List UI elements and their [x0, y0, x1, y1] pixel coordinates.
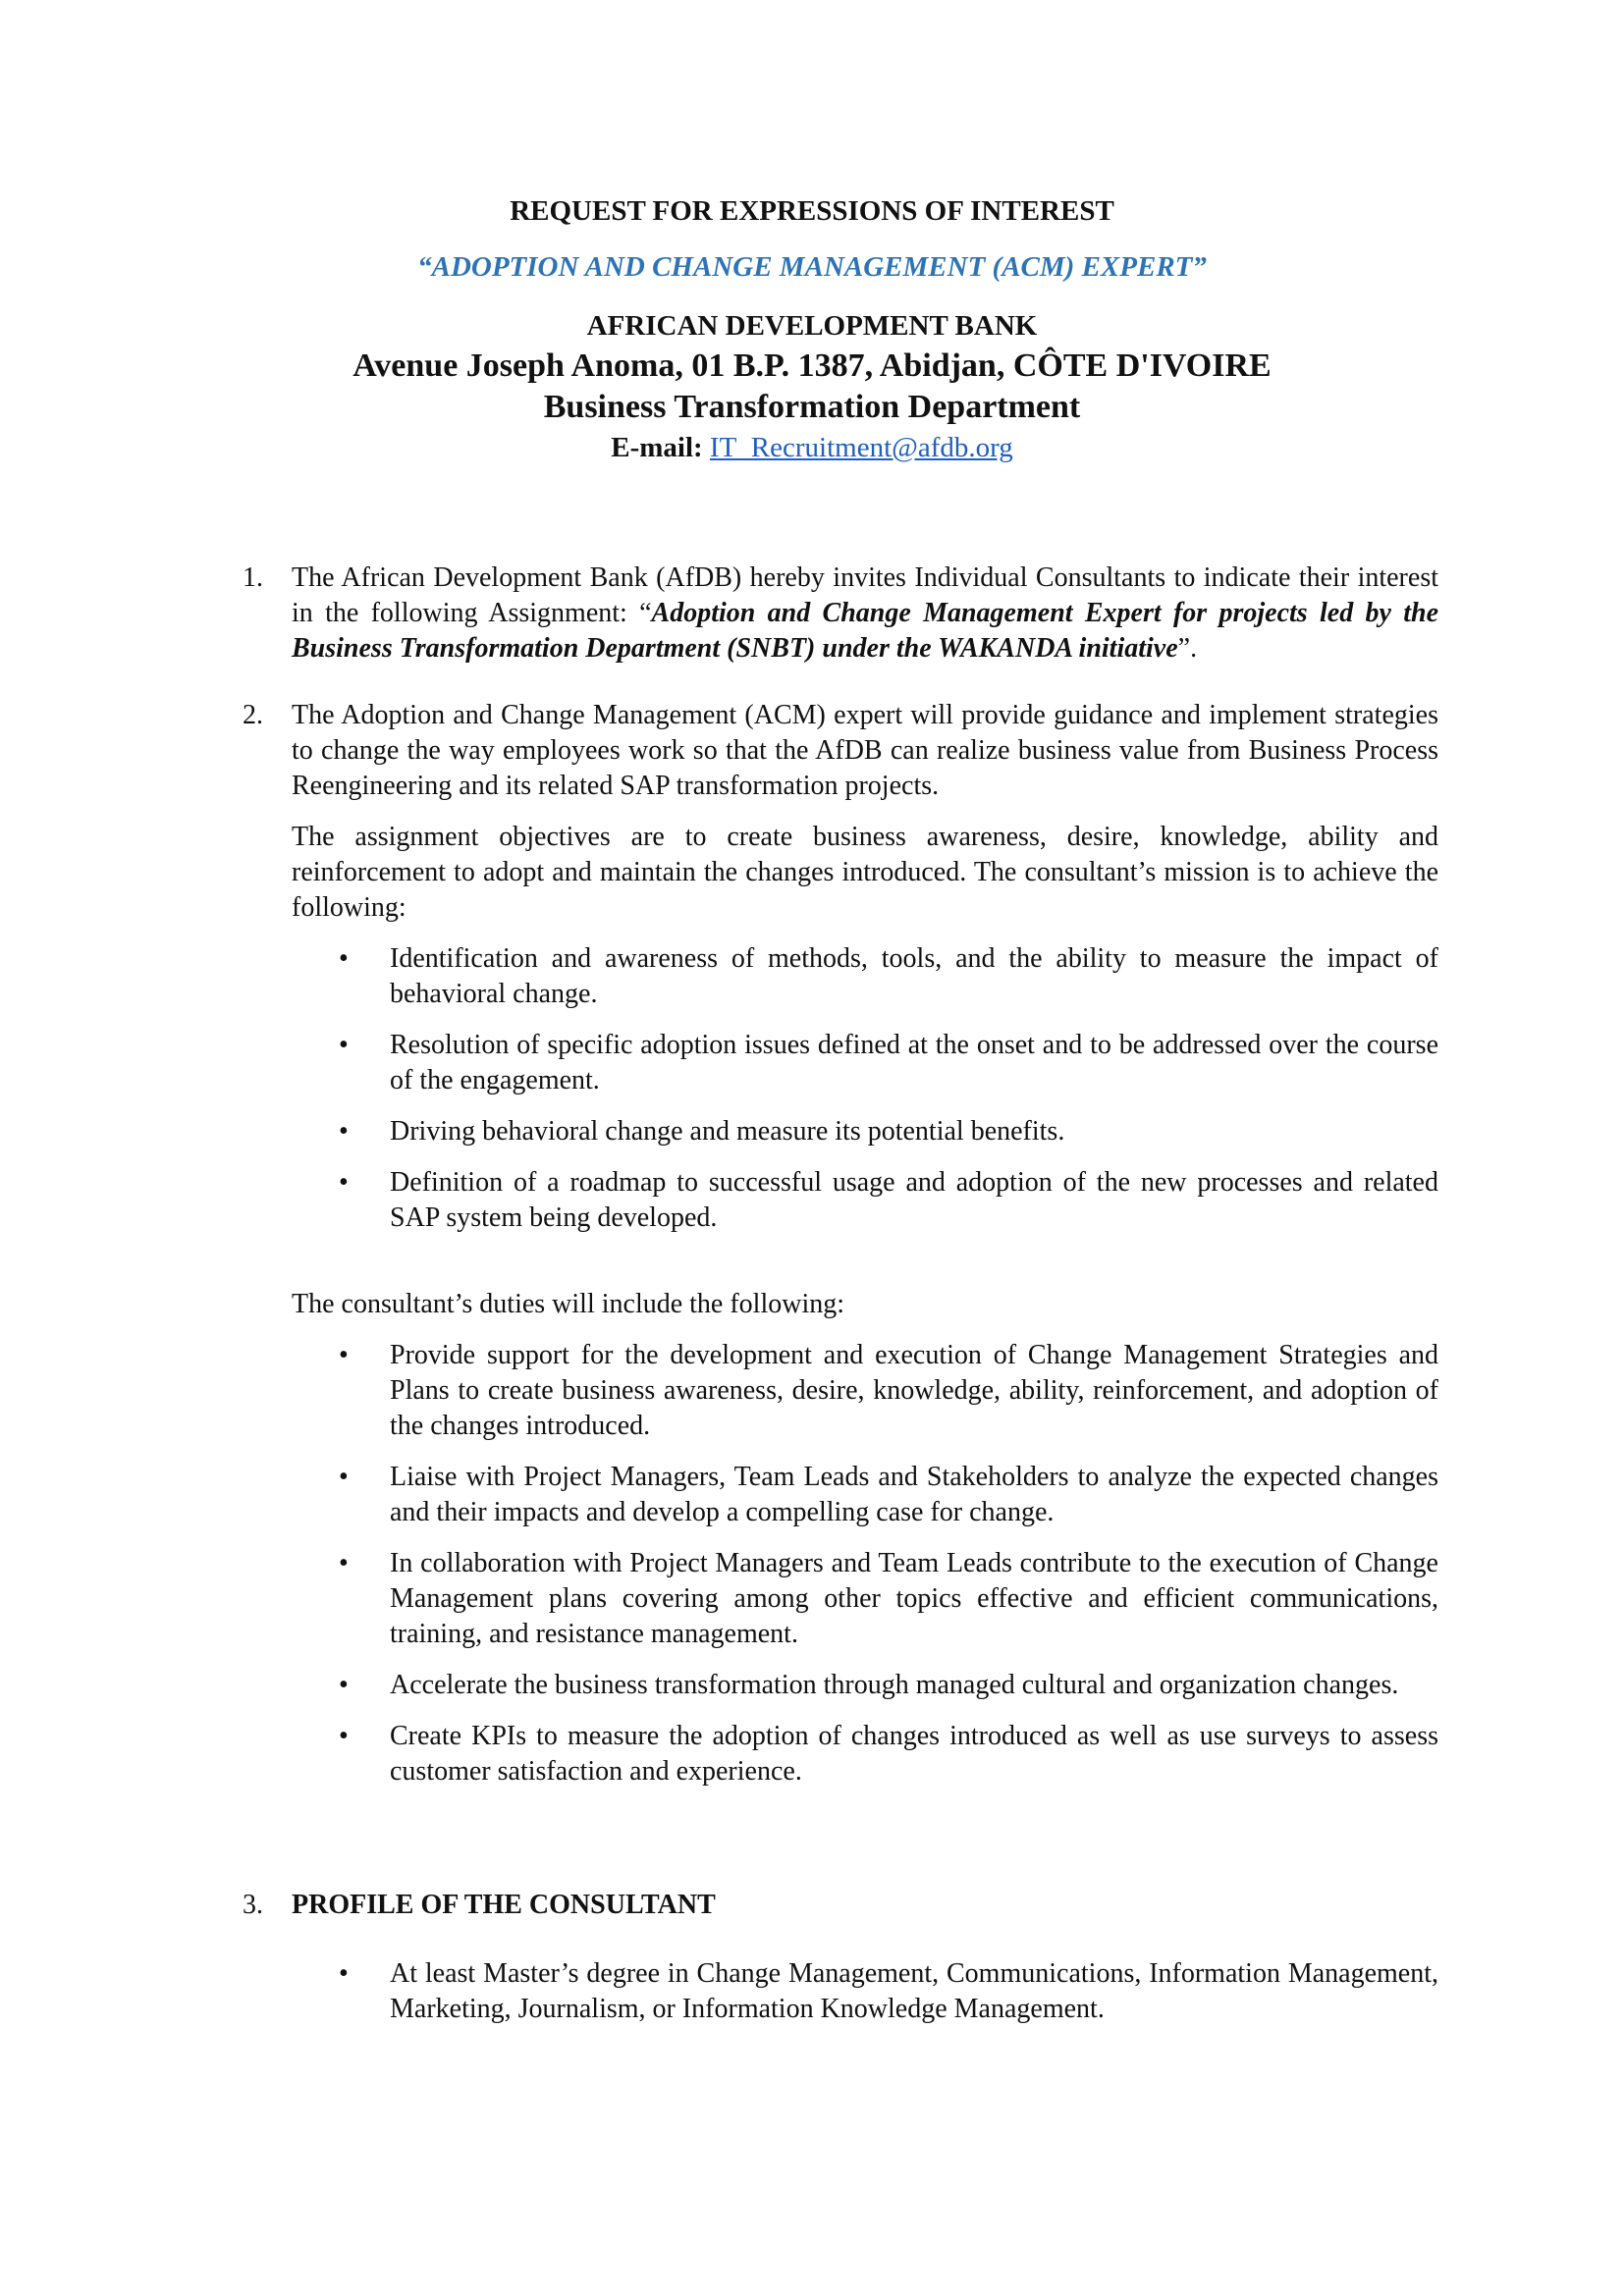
organization-name: AFRICAN DEVELOPMENT BANK: [586, 310, 1038, 342]
section-1-text: [292, 561, 1438, 667]
section-number: 3.: [243, 1890, 263, 1920]
assignment-name-emphasis: Adoption and Change Management Expert for projects led by the Business Transformation Department (SNBT) under the WAKANDA initiative: [292, 598, 1439, 664]
bullet-icon: •: [339, 1116, 349, 1147]
bullet-icon: •: [339, 1721, 349, 1751]
bullet-icon: •: [339, 1958, 349, 1989]
bullet-icon: •: [339, 1462, 349, 1492]
list-item: • Create KPIs to measure the adoption of changes introduced as well as use surveys to assess customer satisfaction and experience.: [339, 1721, 1438, 1787]
bullet-icon: •: [339, 943, 349, 974]
bullet-icon: •: [339, 1167, 349, 1198]
section-number: 2.: [243, 700, 263, 730]
assignment-title: “ADOPTION AND CHANGE MANAGEMENT (ACM) EXPERT”: [417, 251, 1207, 283]
list-item: • Liaise with Project Managers, Team Leads and Stakeholders to analyze the expected changes and their impacts and develop a compelling case for change.: [339, 1462, 1438, 1527]
section-1: [243, 561, 1438, 667]
profile-list: [292, 1956, 1438, 2027]
document-title: REQUEST FOR EXPRESSIONS OF INTEREST: [510, 195, 1114, 227]
list-item: • At least Master’s degree in Change Management, Communications, Information Management, Marketing, Journalism, or Information Knowledge Management.: [339, 1958, 1438, 2024]
document-header: [0, 191, 1624, 467]
list-item: • Accelerate the business transformation through managed cultural and organization changes.: [292, 1668, 1438, 1703]
section-number: 1.: [243, 562, 263, 593]
email-label: E-mail:: [611, 432, 703, 463]
list-item: • In collaboration with Project Managers and Team Leads contribute to the execution of Change Management plans covering among other topics effective and efficient communications, training, and resistance management.: [339, 1548, 1438, 1649]
list-item: • Identification and awareness of methods, tools, and the ability to measure the impact of behavioral change.: [339, 943, 1438, 1009]
list-item: • Driving behavioral change and measure its potential benefits.: [292, 1114, 1438, 1149]
section-2-text: The Adoption and Change Management (ACM) expert will provide guidance and implement strategies to change the way employees work so that the AfDB can realize business value from Business Process Reengineering and its related SAP transformation projects.: [292, 700, 1438, 801]
list-item: • Definition of a roadmap to successful usage and adoption of the new processes and related SAP system being developed.: [339, 1167, 1438, 1233]
duties-list: [292, 1338, 1438, 1789]
department-name: Business Transformation Department: [543, 389, 1081, 425]
bullet-icon: •: [339, 1030, 349, 1060]
section-2: [243, 698, 1438, 804]
email-line: [0, 428, 1624, 467]
email-link[interactable]: IT_Recruitment@afdb.org: [709, 432, 1013, 463]
section-1-text-end: ”.: [1177, 633, 1198, 664]
section-3-heading: PROFILE OF THE CONSULTANT: [292, 1890, 716, 1920]
list-item: • Provide support for the development and execution of Change Management Strategies and Plans to create business awareness, desire, knowledge, ability, reinforcement, and adoption of the changes introduced.: [339, 1340, 1438, 1441]
duties-intro: The consultant’s duties will include the following:: [292, 1289, 845, 1319]
organization-address: Avenue Joseph Anoma, 01 B.P. 1387, Abidjan, CÔTE D'IVOIRE: [352, 347, 1272, 384]
section-3: [243, 1888, 1438, 1923]
section-1-text-start: The African Development Bank (AfDB) hereby invites Individual Consultants to indicate their interest in the following Assignment: “: [292, 562, 1438, 628]
objectives-list: [292, 941, 1438, 1236]
bullet-icon: •: [339, 1670, 349, 1700]
list-item: • Resolution of specific adoption issues defined at the onset and to be addressed over the course of the engagement.: [339, 1030, 1438, 1095]
objectives-intro: The assignment objectives are to create business awareness, desire, knowledge, ability and reinforcement to adopt and maintain the changes introduced. The consultant’s mission is to achieve the following:: [292, 822, 1438, 923]
bullet-icon: •: [339, 1548, 349, 1578]
bullet-icon: •: [339, 1340, 349, 1370]
